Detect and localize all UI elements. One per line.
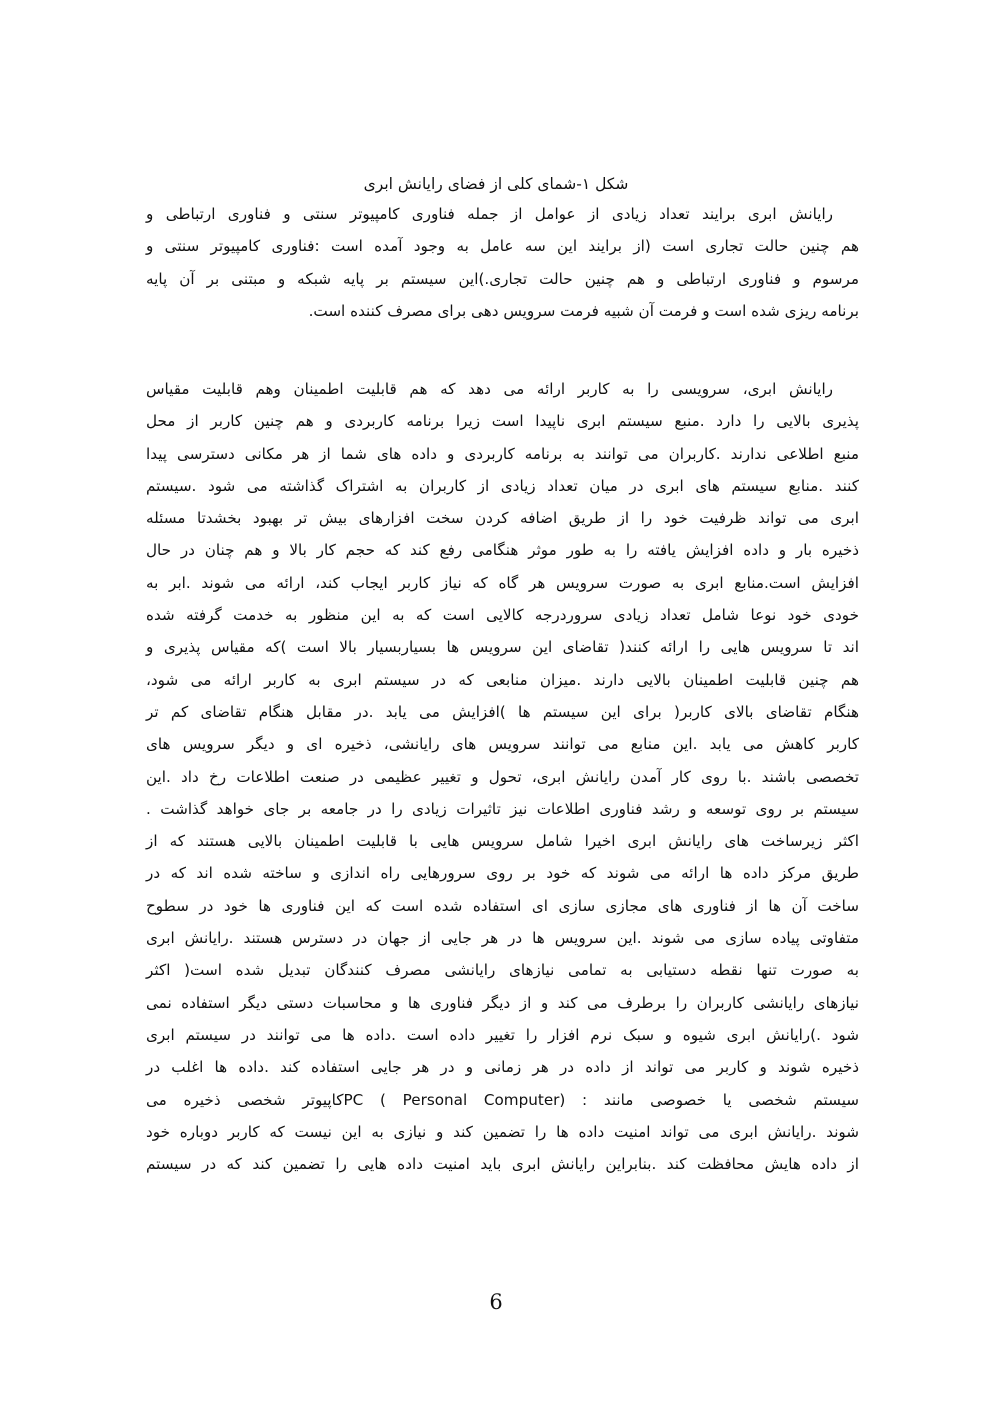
text-line: طریق مرکز داده ها ارائه می شوند که خود بر روی سرورهایی راه اندازی و ساخته شده اند که در <box>146 864 859 883</box>
text-line: اند تا سرویس هایی را ارائه کنند( تقاضای این سرویس ها بسیاربسیار بالا است )که مقیاس پذیری و <box>146 638 859 657</box>
page-number: 6 <box>489 1290 503 1314</box>
text-line: پذیری بالایی را دارد .منبع سیستم ابری ناپیدا است زیرا برنامه کاربردی و هم چنین کاربر از محل <box>146 412 859 431</box>
text-line: ذخیره بار و داده افزایش یافته را به طور موثر هنگامی رفع کند که حجم کار بالا و هم چنان در حال <box>146 541 859 560</box>
text-line: رایانش ابری، سرویسی را به کاربر ارائه می دهد که هم قابلیت اطمینان وهم قابلیت مقیاس <box>146 380 833 398</box>
text-line: به صورت تنها نقطه دستیابی به تمامی نیازهای رایانشی مصرف کنندگان تبدیل شده است( اکثر <box>146 961 859 980</box>
text-line: از داده هایش محافظت کند .بنابراین رایانش ابری باید امنیت داده هایی را تضمین کند که در سیستم <box>146 1155 859 1174</box>
paragraph-body <box>146 373 859 1180</box>
text-line: ابری می تواند ظرفیت خود را از طریق اضافه کردن سخت افزارهای بیش تر بهبود بخشدتا مسئله <box>146 509 859 528</box>
text-line: سیستم بر روی توسعه و رشد فناوری اطلاعات نیز تاثیرات زیادی را در جامعه بر جای خواهد گذاشت . <box>146 799 859 818</box>
text-line: سیستم شخصی یا خصوصی مانند : (Personal Computer ) PCکاپیوتر شخصی ذخیره می <box>146 1090 859 1109</box>
text-line: کاربر کاهش می یابد .این منابع می توانند سرویس های رایانشی، ذخیره ای و دیگر سرویس های <box>146 735 859 754</box>
text-line: مرسوم و فناوری ارتباطی و هم چنین حالت تجاری.)این سیستم بر پایه شبکه و مبتنی بر آن پایه <box>146 269 859 288</box>
text-line: شوند .رایانش ابری می تواند امنیت داده ها را تضمین کند و نیازی به این نیست که کاربر دوباره خود <box>146 1122 859 1141</box>
text-line: هم چنین قابلیت اطمینان بالایی دارند .میزان منابعی که در سیستم ابری به کاربر ارائه می شود، <box>146 670 859 689</box>
text-line: ساخت آن ها از فناوری های مجازی سازی ای استفاده شده است که این فناوری ها خود در سطوح <box>146 896 859 915</box>
text-line: کنند .منابع سیستم های ابری در میان تعداد زیادی از کاربران به اشتراک گذاشته می شود .سیستم <box>146 476 859 495</box>
figure-caption: شکل ۱-شمای کلی از فضای رایانش ابری <box>363 175 629 193</box>
text-line: نیازهای رایانشی کاربران را برطرف می کند و از دیگر فناوری ها و محاسبات دستی دیگر استفاده نمی <box>146 993 859 1012</box>
text-line: شود .)رایانش ابری شیوه و سبک نرم افزار را تغییر داده است .داده ها می توانند در سیستم ابری <box>146 1025 859 1044</box>
text-line: متفاوتی پیاده سازی می شوند .این سرویس ها در هر جایی از جهان در دسترس هستند .رایانش ابری <box>146 929 859 948</box>
text-line: منبع اطلاعی ندارند .کاربران می توانند به برنامه کاربردی و داده های شما از هر مکانی دسترسی پیدا <box>146 444 859 463</box>
text-line: افزایش است.منابع ابری به صورت سرویس هر گاه که نیاز کاربر ایجاب کند، ارائه می شوند .ابر به <box>146 573 859 592</box>
text-line: هم چنین حالت تجاری است (از برایند این سه عامل به وجود آمده است :فناوری کامپیوتر سنتی و <box>146 237 859 256</box>
paragraph-intro <box>146 198 859 327</box>
text-line: اکثر زیرساخت های رایانش ابری اخیرا شامل سرویس هایی با قابلیت اطمینان بالایی هستند که از <box>146 832 859 851</box>
text-line: هنگام تقاضای بالای کاربر( برای این سیستم ها )افزایش می یابد .در مقابل هنگام تقاضای کم تر <box>146 702 859 721</box>
text-line: ذخیره شوند و کاربر می تواند از داده در هر زمانی و در هر جایی استفاده کند .داده ها اغلب در <box>146 1058 859 1077</box>
text-line: رایانش ابری برایند تعداد زیادی از عوامل از جمله فناوری کامپیوتر سنتی و فناوری ارتباطی و <box>146 205 833 223</box>
text-line: برنامه ریزی شده است و فرمت آن شبیه فرمت سرویس دهی برای مصرف کننده است. <box>308 301 859 320</box>
text-line: خودی خود نوعا شامل تعداد زیادی سروردرجه کالایی است که به این منظور به خدمت گرفته شده <box>146 606 859 625</box>
text-line: تخصصی باشند .با روی کار آمدن رایانش ابری، تحول و تغییر عظیمی در صنعت اطلاعات رخ داد .این <box>146 767 859 786</box>
